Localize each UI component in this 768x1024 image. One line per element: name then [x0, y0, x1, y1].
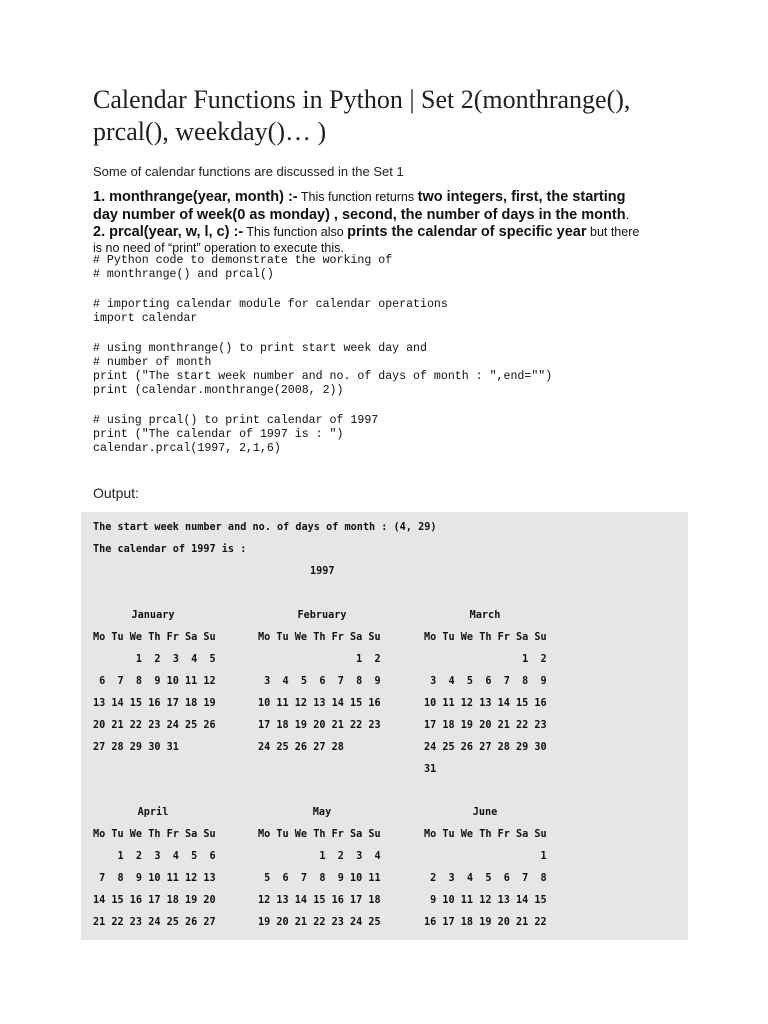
calendar-week-row: 1 — [424, 851, 547, 862]
def-desc-small: This function also — [243, 225, 348, 239]
calendar-week-row: 24 25 26 27 28 — [258, 742, 344, 753]
def-desc-big-2: day number of week(0 as monday) , second, the number of days in the month — [93, 207, 626, 223]
code-block — [93, 254, 552, 456]
calendar-week-row: 10 11 12 13 14 15 16 — [424, 698, 547, 709]
calendar-week-row: 1 2 3 4 5 — [93, 654, 216, 665]
calendar-week-row: 16 17 18 19 20 21 22 — [424, 917, 547, 928]
calendar-year: 1997 — [310, 566, 335, 577]
weekday-header: Mo Tu We Th Fr Sa Su — [258, 829, 381, 840]
output-label: Output: — [93, 485, 139, 501]
title-line-1: Calendar Functions in Python | Set 2(monthrange(), — [93, 85, 631, 114]
def-sep: :- — [283, 189, 298, 205]
calendar-week-row: 21 22 23 24 25 26 27 — [93, 917, 216, 928]
def-desc-big: two integers, first, the starting — [417, 189, 626, 205]
calendar-week-row: 5 6 7 8 9 10 11 — [258, 873, 381, 884]
code-line: # importing calendar module for calendar operations — [93, 298, 448, 311]
calendar-week-row: 17 18 19 20 21 22 23 — [258, 720, 381, 731]
calendar-week-row: 2 3 4 5 6 7 8 — [424, 873, 547, 884]
definition-prcal — [93, 224, 683, 256]
code-line: # Python code to demonstrate the working of — [93, 254, 393, 267]
def-desc-small: This function returns — [297, 190, 418, 204]
calendar-week-row: 9 10 11 12 13 14 15 — [424, 895, 547, 906]
calendar-week-row: 20 21 22 23 24 25 26 — [93, 720, 216, 731]
def-name: 2. prcal(year, w, l, c) — [93, 224, 230, 240]
code-line: # using prcal() to print calendar of 1997 — [93, 414, 379, 427]
calendar-week-row: 24 25 26 27 28 29 30 — [424, 742, 547, 753]
code-blank-line — [93, 282, 552, 298]
month-name: January — [131, 610, 175, 621]
output-line-monthrange: The start week number and no. of days of month : (4, 29) — [93, 522, 437, 533]
month-name: March — [469, 610, 501, 621]
code-line: # using monthrange() to print start week day and — [93, 342, 427, 355]
def-sep: :- — [229, 224, 244, 240]
code-line: print ("The calendar of 1997 is : ") — [93, 428, 344, 441]
calendar-week-row: 13 14 15 16 17 18 19 — [93, 698, 216, 709]
definition-monthrange — [93, 188, 683, 224]
code-line: # monthrange() and prcal() — [93, 268, 274, 281]
calendar-week-row: 27 28 29 30 31 — [93, 742, 179, 753]
page-title — [93, 84, 693, 148]
output-line-calendar-heading: The calendar of 1997 is : — [93, 544, 247, 555]
calendar-week-row: 12 13 14 15 16 17 18 — [258, 895, 381, 906]
month-name: May — [312, 807, 332, 818]
function-definitions — [93, 188, 683, 256]
calendar-week-row: 1 2 — [424, 654, 547, 665]
calendar-week-row: 14 15 16 17 18 19 20 — [93, 895, 216, 906]
month-name: April — [137, 807, 169, 818]
weekday-header: Mo Tu We Th Fr Sa Su — [424, 829, 547, 840]
code-blank-line — [93, 326, 552, 342]
code-blank-line — [93, 398, 552, 414]
output-console — [81, 512, 688, 940]
calendar-week-row: 3 4 5 6 7 8 9 — [258, 676, 381, 687]
def-desc-tail: but there — [586, 225, 640, 239]
weekday-header: Mo Tu We Th Fr Sa Su — [424, 632, 547, 643]
calendar-week-row: 31 — [424, 764, 437, 775]
month-name: June — [472, 807, 498, 818]
calendar-week-row: 7 8 9 10 11 12 13 — [93, 873, 216, 884]
code-line: print ("The start week number and no. of days of month : ",end="") — [93, 370, 553, 383]
weekday-header: Mo Tu We Th Fr Sa Su — [93, 632, 216, 643]
weekday-header: Mo Tu We Th Fr Sa Su — [93, 829, 216, 840]
code-line: # number of month — [93, 356, 212, 369]
title-line-2: prcal(), weekday()… ) — [93, 117, 327, 146]
code-line: import calendar — [93, 312, 198, 325]
calendar-week-row: 19 20 21 22 23 24 25 — [258, 917, 381, 928]
def-desc-tail-2: is no need of “print” operation to execute this. — [93, 241, 344, 255]
intro-text: Some of calendar functions are discussed in the Set 1 — [93, 164, 404, 179]
def-name: 1. monthrange(year, month) — [93, 189, 284, 205]
code-line: calendar.prcal(1997, 2,1,6) — [93, 442, 281, 455]
def-end: . — [625, 208, 630, 222]
calendar-week-row: 6 7 8 9 10 11 12 — [93, 676, 216, 687]
calendar-week-row: 1 2 — [258, 654, 381, 665]
def-desc-big: prints the calendar of specific year — [347, 224, 587, 240]
weekday-header: Mo Tu We Th Fr Sa Su — [258, 632, 381, 643]
code-line: print (calendar.monthrange(2008, 2)) — [93, 384, 344, 397]
document-page — [93, 84, 693, 501]
month-name: February — [297, 610, 347, 621]
calendar-week-row: 10 11 12 13 14 15 16 — [258, 698, 381, 709]
calendar-week-row: 3 4 5 6 7 8 9 — [424, 676, 547, 687]
calendar-week-row: 1 2 3 4 5 6 — [93, 851, 216, 862]
calendar-week-row: 17 18 19 20 21 22 23 — [424, 720, 547, 731]
calendar-week-row: 1 2 3 4 — [258, 851, 381, 862]
